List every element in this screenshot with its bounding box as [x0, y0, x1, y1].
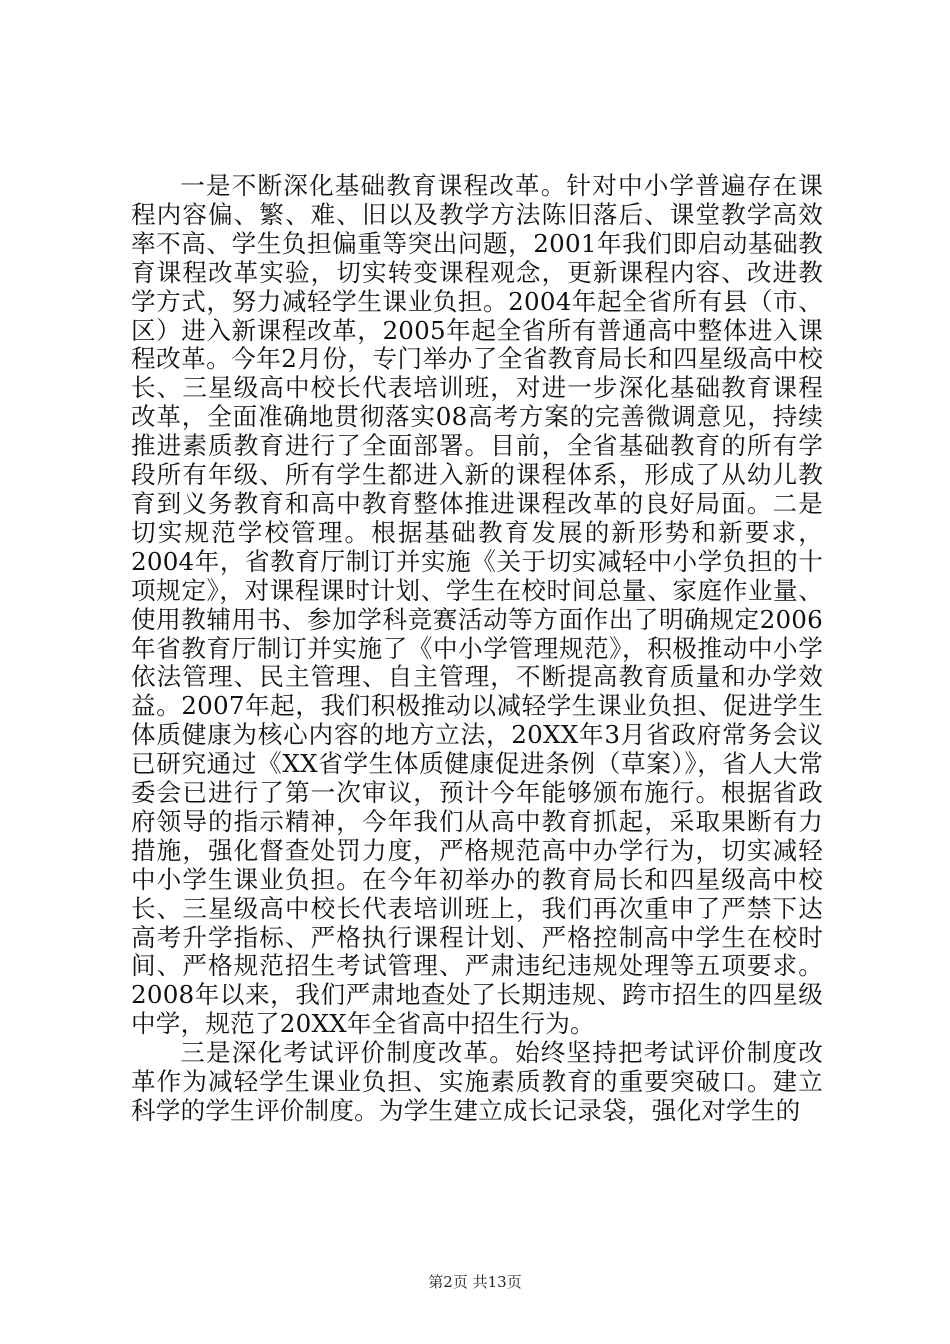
page-number-footer: 第2页 共13页 — [428, 1273, 522, 1291]
paragraph-1: 一是不断深化基础教育课程改革。针对中小学普遍存在课程内容偏、繁、难、旧以及教学方法陈旧落后、课堂教学高效率不高、学生负担偏重等突出问题，2001年我们即启动基础教育课程改革实验，切实转变课程观念，更新课程内容、改进教学方式，努力减轻学生课业负担。2004年起全省所有县（市、区）进入新课程改革，2005年起全省所有普通高中整体进入课程改革。今年2月份，专门举办了全省教育局长和四星级高中校长、三星级高中校长代表培训班，对进一步深化基础教育课程改革，全面准确地贯彻落实08高考方案的完善微调意见，持续推进素质教育进行了全面部署。目前，全省基础教育的所有学段所有年级、所有学生都进入新的课程体系，形成了从幼儿教育到义务教育和高中教育整体推进课程改革的良好局面。二是切实规范学校管理。根据基础教育发展的新形势和新要求，2004年，省教育厅制订并实施《关于切实减轻中小学负担的十项规定》，对课程课时计划、学生在校时间总量、家庭作业量、使用教辅用书、参加学科竞赛活动等方面作出了明确规定2006年省教育厅制订并实施了《中小学管理规范》，积极推动中小学依法管理、民主管理、自主管理，不断提高教育质量和办学效益。2007年起，我们积极推动以减轻学生课业负担、促进学生体质健康为核心内容的地方立法，20XX年3月省政府常务会议已研究通过《XX省学生体质健康促进条例（草案）》，省人大常委会已进行了第一次审议，预计今年能够颁布施行。根据省政府领导的指示精神，今年我们从高中教育抓起，采取果断有力措施，强化督查处罚力度，严格规范高中办学行为，切实减轻中小学生课业负担。在今年初举办的教育局长和四星级高中校长、三星级高中校长代表培训班上，我们再次重申了严禁下达高考升学指标、严格执行课程计划、严格控制高中学生在校时间、严格规范招生考试管理、严肃违纪违规处理等五项要求。2008年以来，我们严肃地查处了长期违规、跨市招生的四星级中学，规范了20XX年全省高中招生行为。 — [131, 171, 823, 1039]
paragraph-2: 三是深化考试评价制度改革。始终坚持把考试评价制度改革作为减轻学生课业负担、实施素质教育的重要突破口。建立科学的学生评价制度。为学生建立成长记录袋，强化对学生的 — [131, 1038, 823, 1125]
document-body — [131, 172, 823, 1126]
